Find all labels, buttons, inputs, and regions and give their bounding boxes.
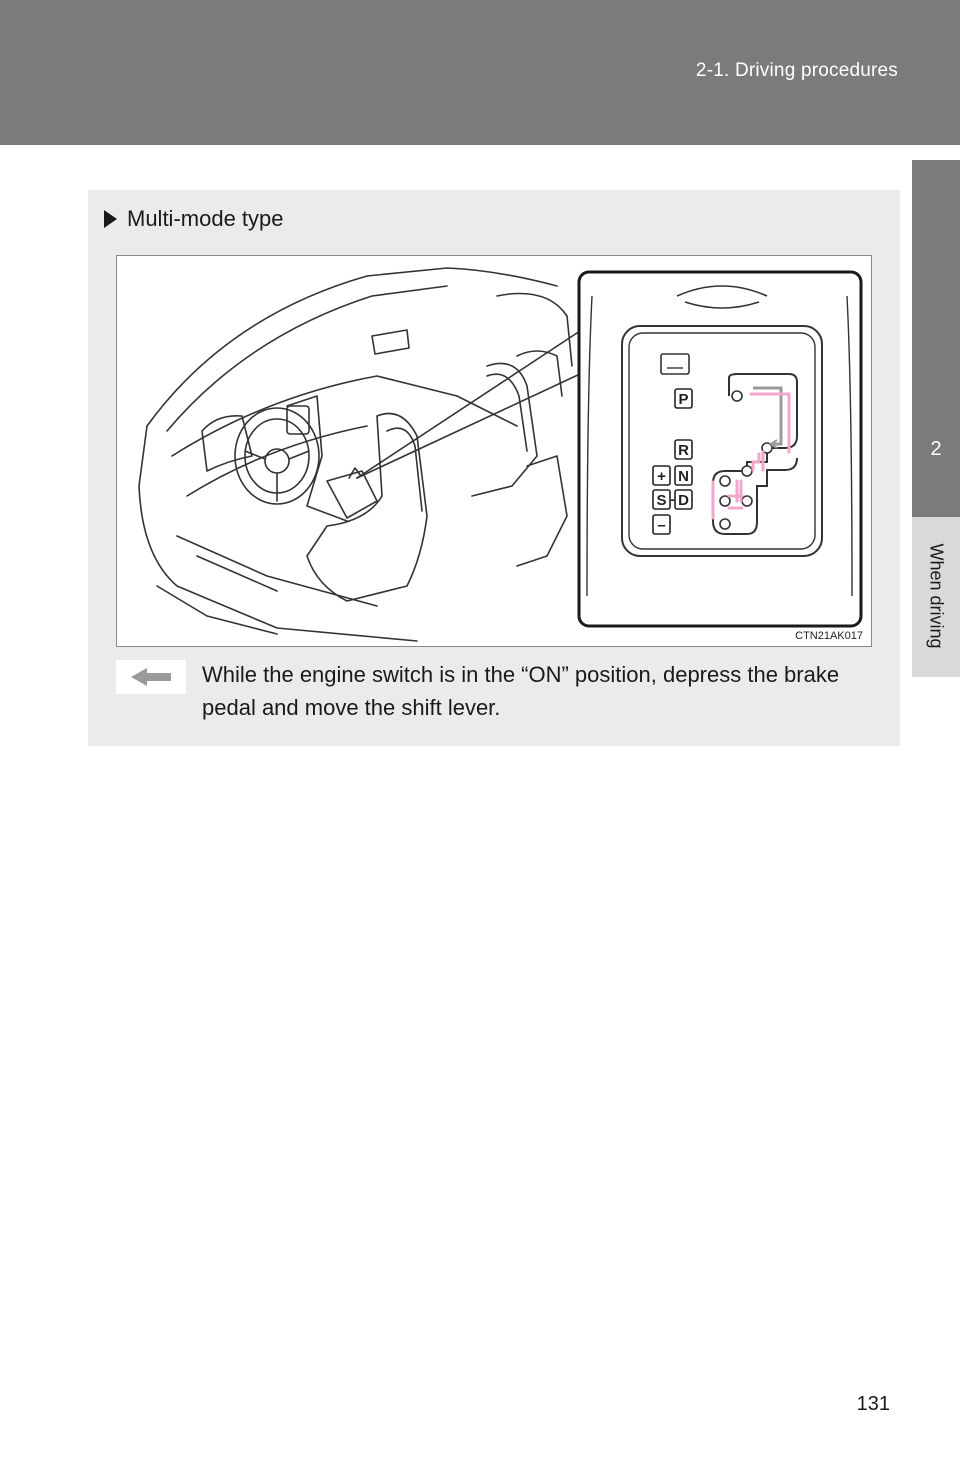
car-interior-illustration [117, 256, 871, 646]
mode-minus-label: – [657, 517, 666, 534]
gear-r-label: R [678, 442, 689, 459]
legend-swatch [116, 660, 186, 694]
chapter-label: When driving [926, 543, 947, 649]
heading-text: Multi-mode type [127, 206, 284, 231]
mode-dash-label: - [670, 491, 675, 507]
arrow-left-icon [129, 666, 173, 688]
figure-code: CTN21AK017 [795, 630, 863, 642]
gear-p-label: P [678, 391, 689, 408]
panel-heading [104, 206, 284, 232]
triangle-bullet-icon [104, 210, 117, 228]
instruction-text: While the engine switch is in the “ON” position, depress the brake pedal and move the shift lever. [202, 662, 840, 720]
chapter-tab-strip [912, 160, 960, 382]
shift-gate-inset [579, 272, 861, 626]
illustration-figure [116, 255, 872, 647]
chapter-number-tab: 2 [912, 382, 960, 517]
section-title: 2-1. Driving procedures [695, 60, 898, 81]
page-header [0, 0, 960, 145]
gear-d-label: D [678, 492, 689, 509]
page-number: 131 [856, 1393, 890, 1415]
gear-n-label: N [678, 468, 689, 485]
mode-plus-label: + [657, 468, 666, 485]
mode-s-label: S [656, 492, 667, 509]
